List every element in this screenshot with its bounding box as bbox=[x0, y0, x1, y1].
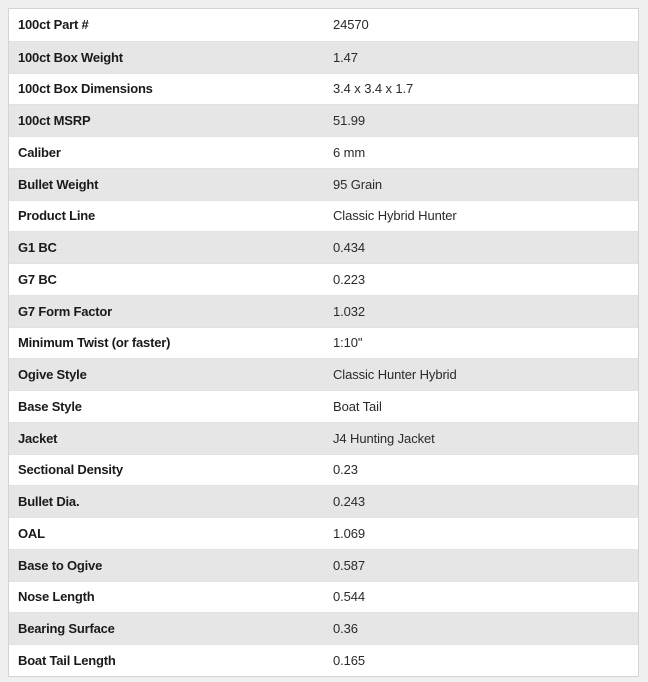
spec-value: 6 mm bbox=[333, 144, 366, 160]
spec-row-box-dimensions bbox=[9, 73, 638, 105]
spec-table bbox=[8, 8, 639, 677]
spec-label: Minimum Twist (or faster) bbox=[18, 335, 171, 351]
spec-label: G7 Form Factor bbox=[18, 303, 112, 319]
spec-label: Bearing Surface bbox=[18, 621, 115, 637]
spec-label: Product Line bbox=[18, 208, 96, 224]
spec-value: 24570 bbox=[333, 17, 369, 33]
spec-row-g1-bc bbox=[9, 231, 638, 263]
spec-value: 0.223 bbox=[333, 271, 366, 287]
spec-row-part-number bbox=[9, 9, 638, 41]
spec-label: Jacket bbox=[18, 430, 58, 446]
spec-value: 51.99 bbox=[333, 113, 366, 129]
spec-label: Base to Ogive bbox=[18, 557, 103, 573]
spec-label: OAL bbox=[18, 525, 45, 541]
spec-value: 1.032 bbox=[333, 303, 366, 319]
spec-label: 100ct MSRP bbox=[18, 113, 91, 129]
spec-label: 100ct Box Weight bbox=[18, 49, 123, 65]
spec-row-caliber bbox=[9, 136, 638, 168]
spec-row-product-line bbox=[9, 200, 638, 232]
spec-row-bullet-dia bbox=[9, 485, 638, 517]
spec-value: 0.587 bbox=[333, 557, 366, 573]
spec-value: Boat Tail bbox=[333, 398, 382, 414]
spec-value: Classic Hunter Hybrid bbox=[333, 367, 457, 383]
spec-label: Sectional Density bbox=[18, 462, 123, 478]
spec-value: 0.434 bbox=[333, 240, 366, 256]
spec-label: Nose Length bbox=[18, 589, 95, 605]
spec-value: J4 Hunting Jacket bbox=[333, 430, 435, 446]
spec-row-ogive-style bbox=[9, 358, 638, 390]
spec-label: G1 BC bbox=[18, 240, 57, 256]
spec-value: 1:10" bbox=[333, 335, 363, 351]
spec-row-base-to-ogive bbox=[9, 549, 638, 581]
spec-value: 0.544 bbox=[333, 589, 366, 605]
spec-row-boat-tail-length bbox=[9, 644, 638, 676]
spec-row-base-style bbox=[9, 390, 638, 422]
spec-row-box-weight bbox=[9, 41, 638, 73]
spec-value: 0.23 bbox=[333, 462, 358, 478]
spec-row-oal bbox=[9, 517, 638, 549]
spec-label: Bullet Dia. bbox=[18, 494, 80, 510]
spec-label: G7 BC bbox=[18, 271, 57, 287]
spec-value: 1.069 bbox=[333, 525, 366, 541]
spec-row-bearing-surface bbox=[9, 612, 638, 644]
spec-label: 100ct Part # bbox=[18, 17, 89, 33]
spec-row-g7-bc bbox=[9, 263, 638, 295]
spec-label: Caliber bbox=[18, 144, 61, 160]
spec-label: Boat Tail Length bbox=[18, 652, 116, 668]
spec-label: Ogive Style bbox=[18, 367, 87, 383]
spec-label: 100ct Box Dimensions bbox=[18, 81, 153, 97]
spec-label: Base Style bbox=[18, 398, 82, 414]
spec-value: 3.4 x 3.4 x 1.7 bbox=[333, 81, 414, 97]
spec-value: 0.243 bbox=[333, 494, 366, 510]
spec-row-bullet-weight bbox=[9, 168, 638, 200]
spec-row-sectional-density bbox=[9, 454, 638, 486]
spec-row-jacket bbox=[9, 422, 638, 454]
spec-value: 95 Grain bbox=[333, 176, 383, 192]
spec-value: 0.36 bbox=[333, 621, 358, 637]
spec-row-msrp bbox=[9, 104, 638, 136]
spec-value: Classic Hybrid Hunter bbox=[333, 208, 457, 224]
spec-value: 0.165 bbox=[333, 652, 366, 668]
spec-label: Bullet Weight bbox=[18, 176, 99, 192]
spec-row-minimum-twist bbox=[9, 327, 638, 359]
spec-row-g7-form-factor bbox=[9, 295, 638, 327]
spec-row-nose-length bbox=[9, 581, 638, 613]
spec-value: 1.47 bbox=[333, 49, 358, 65]
